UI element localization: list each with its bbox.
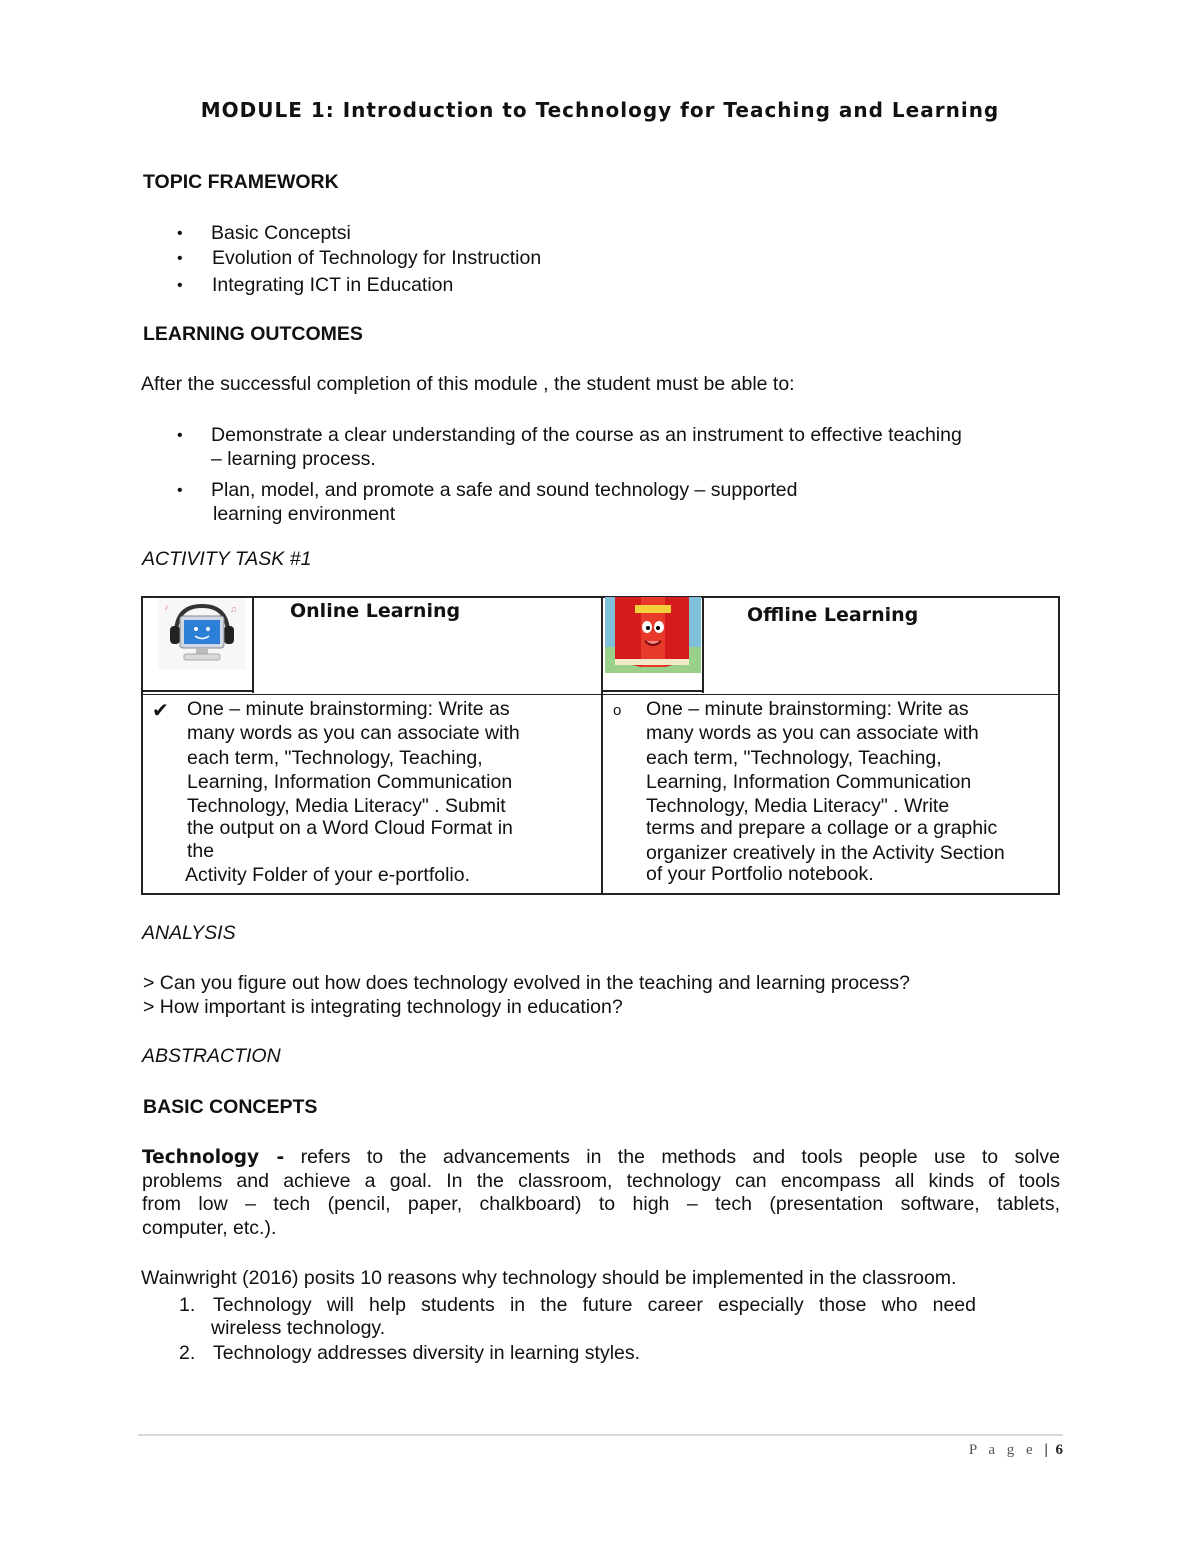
definition-line: refers to the advancements in the methods and tools people use to solve xyxy=(300,1146,1061,1168)
computer-headphones-icon xyxy=(158,598,246,670)
topic-item: Integrating ICT in Education xyxy=(212,274,454,296)
definition-line: from low – tech (pencil, paper, chalkboard) to high – tech (presentation software, tablets, xyxy=(142,1193,1060,1215)
offline-line: organizer creatively in the Activity Section xyxy=(646,841,1005,864)
definition-line: computer, etc.). xyxy=(142,1216,277,1239)
online-line: Learning, Information Communication xyxy=(187,770,513,793)
definition-line: problems and achieve a goal. In the classroom, technology can encompass all kinds of tools xyxy=(142,1169,1060,1192)
bullet-icon: • xyxy=(177,250,183,267)
bullet-icon: • xyxy=(177,225,183,242)
page-separator: | xyxy=(1044,1442,1048,1458)
bullet-icon: • xyxy=(177,427,183,444)
technology-term: Technology - xyxy=(142,1147,285,1168)
outcome-item-line: – learning process. xyxy=(211,448,376,470)
outcome-item-line: Demonstrate a clear understanding of the course as an instrument to effective teaching xyxy=(211,424,962,446)
footer-rule xyxy=(138,1434,1063,1436)
activity-heading: ACTIVITY TASK #1 xyxy=(142,548,312,570)
offline-line: of your Portfolio notebook. xyxy=(646,863,874,886)
bullet-icon: • xyxy=(177,277,183,294)
outcome-item-line: Plan, model, and promote a safe and sound technology – supported xyxy=(211,479,798,501)
offline-line: many words as you can associate with xyxy=(646,722,979,745)
analysis-question: > How important is integrating technology in education? xyxy=(143,996,623,1018)
red-book-icon xyxy=(605,597,701,673)
page-number: 6 xyxy=(1055,1442,1063,1458)
online-line: One – minute brainstorming: Write as xyxy=(187,698,510,720)
reason-line: wireless technology. xyxy=(211,1317,386,1339)
online-line: the xyxy=(187,839,215,862)
topic-item: Basic Conceptsi xyxy=(211,222,351,244)
online-line: Activity Folder of your e-portfolio. xyxy=(185,864,471,887)
topic-framework-heading: TOPIC FRAMEWORK xyxy=(143,171,339,193)
analysis-heading: ANALYSIS xyxy=(142,922,236,944)
module-title: MODULE 1: Introduction to Technology for Teaching and Learning xyxy=(200,98,1000,122)
outcome-item-line: learning environment xyxy=(213,503,396,525)
topic-item: Evolution of Technology for Instruction xyxy=(212,247,542,269)
svg-text:♪: ♪ xyxy=(164,602,169,612)
online-line: the output on a Word Cloud Format in xyxy=(187,817,513,840)
list-number: 1. xyxy=(179,1294,196,1316)
online-learning-label: Online Learning xyxy=(290,600,461,622)
offline-line: Technology, Media Literacy" . Write xyxy=(646,795,950,818)
checkmark-icon: ✔ xyxy=(152,700,169,722)
online-line: many words as you can associate with xyxy=(187,722,520,745)
reason-line: Technology addresses diversity in learning styles. xyxy=(213,1342,641,1364)
online-line: Technology, Media Literacy" . Submit xyxy=(187,795,506,818)
learning-outcomes-heading: LEARNING OUTCOMES xyxy=(143,323,363,345)
analysis-question: > Can you figure out how does technology evolved in the teaching and learning process? xyxy=(143,972,910,994)
offline-learning-label: Offline Learning xyxy=(747,604,919,626)
offline-line: terms and prepare a collage or a graphic xyxy=(646,817,998,840)
abstraction-heading: ABSTRACTION xyxy=(142,1045,281,1067)
circle-bullet-icon: o xyxy=(613,702,622,719)
basic-concepts-heading: BASIC CONCEPTS xyxy=(143,1096,318,1118)
offline-instructions xyxy=(646,697,1005,886)
page-label: P a g e xyxy=(968,1442,1037,1458)
offline-line: Learning, Information Communication xyxy=(646,770,972,793)
wainwright-intro: Wainwright (2016) posits 10 reasons why technology should be implemented in the classroom. xyxy=(141,1267,957,1289)
reason-line: Technology will help students in the future career especially those who need xyxy=(213,1294,976,1316)
bullet-icon: • xyxy=(177,482,183,499)
online-line: each term, "Technology, Teaching, xyxy=(187,746,483,769)
technology-definition xyxy=(142,1146,1060,1240)
offline-line: One – minute brainstorming: Write as xyxy=(646,698,969,720)
svg-text:♫: ♫ xyxy=(230,604,237,614)
list-number: 2. xyxy=(179,1342,196,1364)
online-instructions xyxy=(187,697,520,887)
page-footer xyxy=(969,1442,1063,1459)
outcomes-intro: After the successful completion of this module , the student must be able to: xyxy=(141,373,795,395)
offline-line: each term, "Technology, Teaching, xyxy=(646,746,942,769)
